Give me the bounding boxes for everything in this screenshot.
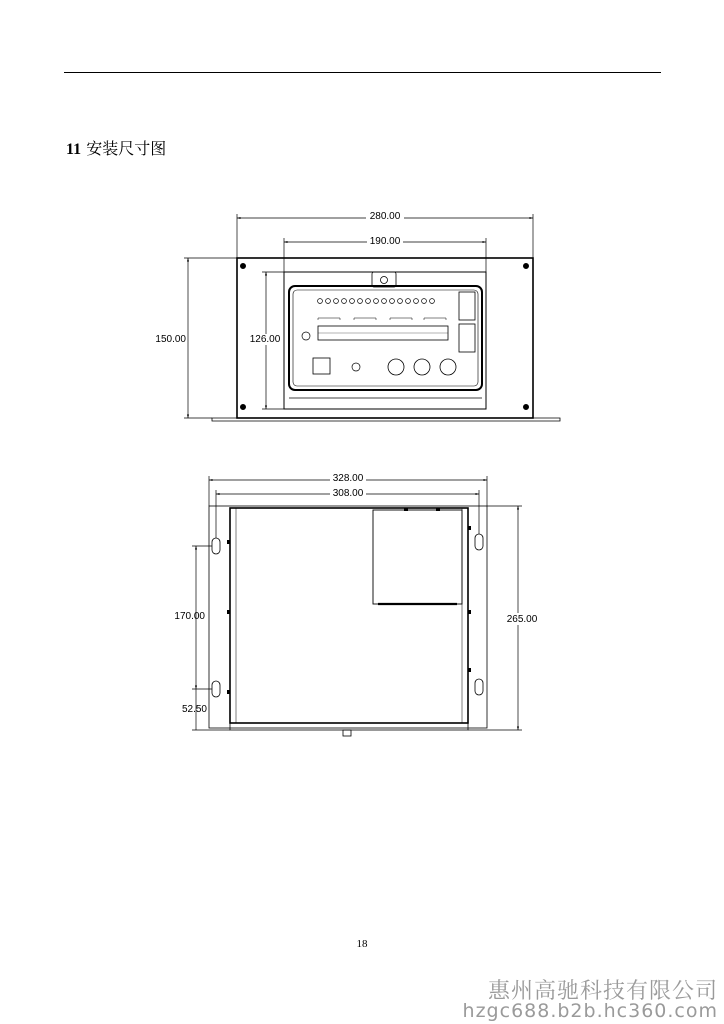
top-dim-mount-width: 308.00 xyxy=(332,488,364,499)
top-view xyxy=(209,506,487,736)
top-dim-slot-spacing: 170.00 xyxy=(174,611,205,622)
watermark-company: 惠州高驰科技有限公司 xyxy=(487,979,718,1004)
section-title: 安装尺寸图 xyxy=(86,139,167,158)
section-number: 11 xyxy=(66,141,82,158)
front-dim-overall-height: 150.00 xyxy=(155,334,186,345)
top-dim-slot-offset: 52.50 xyxy=(181,704,207,715)
front-dim-panel-height: 126.00 xyxy=(249,334,281,345)
front-dim-overall-width: 280.00 xyxy=(369,211,401,222)
page-number: 18 xyxy=(356,938,368,950)
top-dim-overall-width: 328.00 xyxy=(332,473,364,484)
top-dimension-lines xyxy=(192,476,522,730)
top-dim-overall-depth: 265.00 xyxy=(506,614,538,625)
front-dim-panel-width: 190.00 xyxy=(369,236,401,247)
indicator-led-row xyxy=(318,299,435,304)
watermark-url: hzgc688.b2b.hc360.com xyxy=(462,1000,718,1022)
